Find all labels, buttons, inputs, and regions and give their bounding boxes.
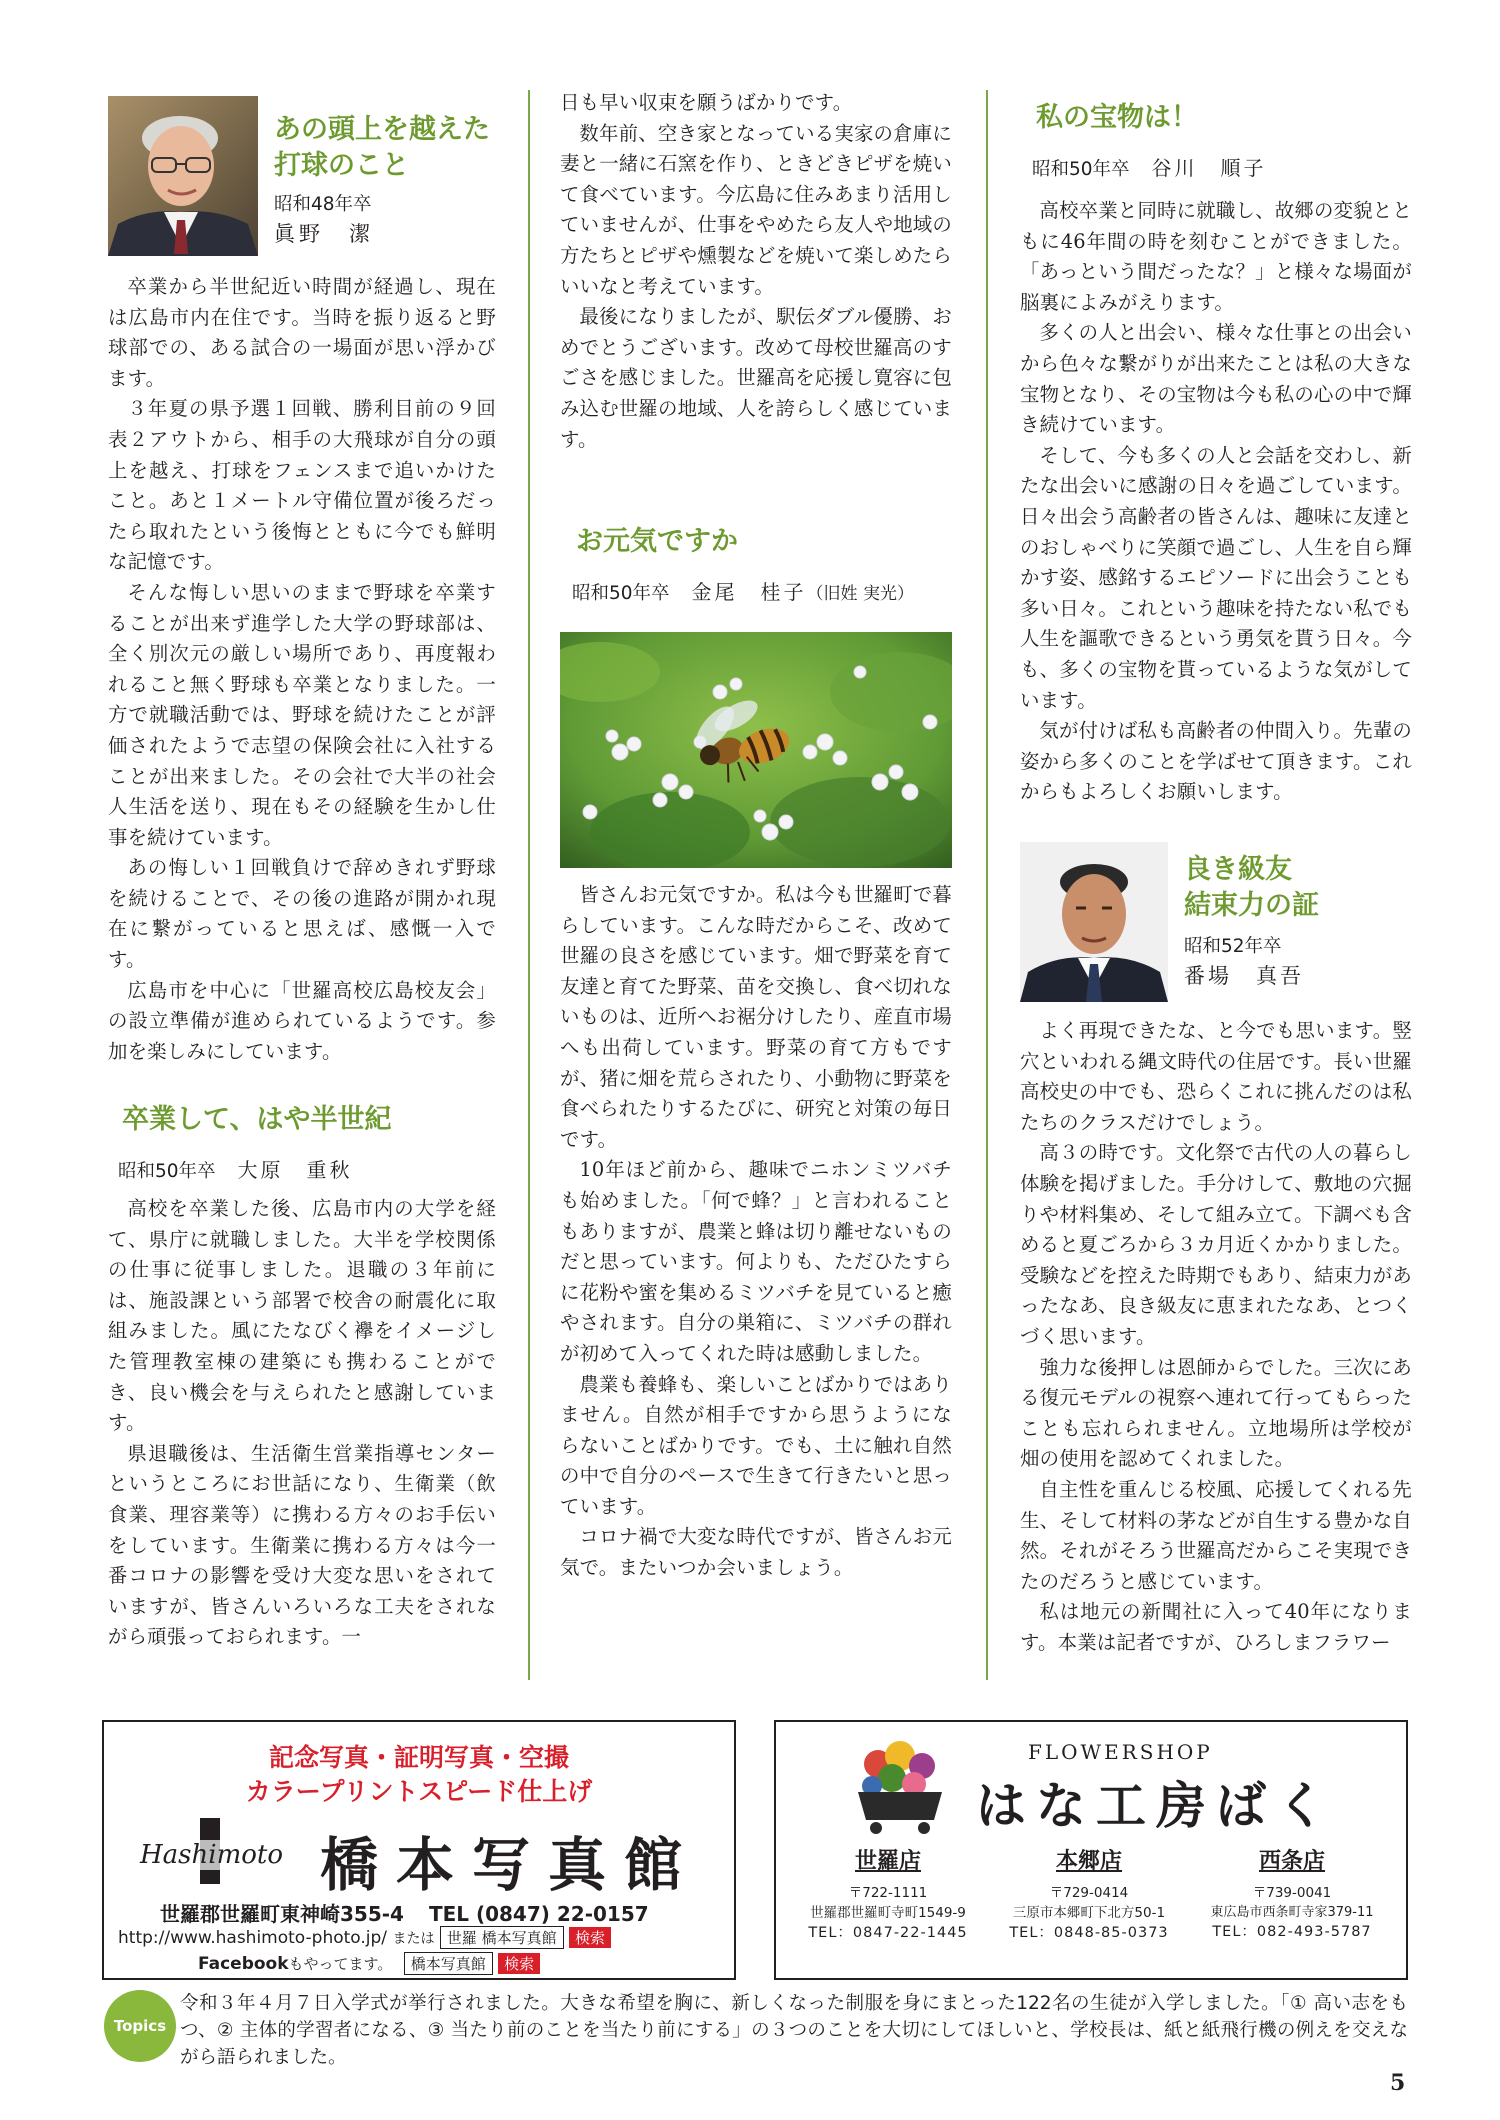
article-header-mano (274, 112, 504, 248)
article-continuation (560, 88, 952, 455)
article-header-tanigawa (1020, 100, 1412, 181)
paragraph: 私は地元の新聞社に入って40年になります。本業は記者ですが、ひろしまフラワー (1020, 1600, 1412, 1654)
store-address: 三原市本郷町下北方50-1 (1012, 1905, 1166, 1921)
article-title-line1: 良き級友 (1184, 854, 1292, 885)
store-name: 世羅店 (854, 1849, 921, 1874)
store-name: 西条店 (1258, 1849, 1325, 1874)
paragraph: 皆さんお元気ですか。私は今も世羅町で暮らしています。こんな時だからこそ、改めて世羅の良さを感じています。畑で野菜を育て友達と育てた野菜、苗を交換し、食べ切れないものは、近所へお裾分けしたり、産直市場へも出荷しています。野菜の育て方もですが、猪に畑を荒らされたり、小動物に野菜を食べられたりするたびに、研究と対策の毎日です。 (560, 883, 952, 1151)
topics-text: 令和３年４月７日入学式が挙行されました。大きな希望を胸に、新しくなった制服を身にまとった122名の生徒が入学しました。「① 高い志をもつ、② 主体的学習者になる、③ 当たり前のことを当たり前にする」の３つのことを大切にしてほしいと、学校長は、紙と紙飛行機の例えを交えながら語られました。 (180, 1993, 1408, 2068)
article-header-kanao (560, 524, 952, 605)
article-author: 眞野 潔 (274, 222, 374, 246)
paragraph: 気が付けば私も高齢者の仲間入り。先輩の姿から多くのことを学ばせて頂きます。これからもよろしくお願いします。 (1020, 719, 1412, 804)
page-number: 5 (1390, 2070, 1406, 2096)
ad-facebook: Facebook (198, 1954, 289, 1974)
ad-url-line (118, 1926, 611, 1949)
article-body-banba (1020, 1016, 1412, 1658)
portrait-mano (108, 96, 258, 256)
store-zip: 〒729-0414 (1049, 1885, 1129, 1901)
paragraph: 県退職後は、生活衛生営業指導センターというところにお世話になり、生衛業（飲食業、理容業等）に携わる方々のお手伝いをしています。生衛業に携わる方々は今一番コロナの影響を受け大変な思いをされていますが、皆さんいろいろな工夫をされながら頑張っておられます。一 (108, 1441, 496, 1649)
store-zip: 〒722-1111 (848, 1885, 928, 1901)
article-title: 卒業して、はや半世紀 (122, 1104, 392, 1135)
ad-search-button[interactable]: 検索 (569, 1927, 611, 1948)
flower-cart-icon (848, 1736, 958, 1836)
article-maiden-name: （旧姓 実光） (806, 584, 914, 604)
article-title: 私の宝物は！ (1036, 102, 1198, 133)
article-title-line2: 結束力の証 (1184, 890, 1319, 921)
ad-facebook-suffix: もやってます。 (288, 1955, 393, 1973)
store-tel: TEL：0847-22-1445 (808, 1925, 968, 1941)
flower-label: FLOWERSHOP (1028, 1740, 1213, 1764)
article-year: 昭和50年卒 (118, 1161, 216, 1182)
portrait-banba (1020, 842, 1168, 1002)
paragraph: そんな悔しい思いのままで野球を卒業することが出来ず進学した大学の野球部は、全く別次元の厳しい場所であり、再度報われること無く野球も卒業となりました。一方で就職活動では、野球を続けたことが評価されたようで志望の保険会社に入社することが出来ました。その会社で大半の社会人生活を送り、現在もその経験を生かし仕事を続けています。 (108, 580, 496, 849)
article-year: 昭和48年卒 (274, 194, 372, 215)
ad-url[interactable]: http://www.hashimoto-photo.jp/ (118, 1928, 388, 1948)
paragraph: 高３の時です。文化祭で古代の人の暮らし体験を掲げました。手分けして、敷地の穴掘りや材料集め、そして組み立て。下調べも含めると夏ごろから３カ月近くかかりました。受験などを控えた時期でもあり、結束力があったなあ、良き級友に恵まれたなあ、とつくづく思います。 (1020, 1141, 1412, 1348)
paragraph: 最後になりましたが、駅伝ダブル優勝、おめでとうございます。改めて母校世羅高のすごさを感じました。世羅高を応援し寛容に包み込む世羅の地域、人を誇らしく感じています。 (560, 305, 952, 451)
article-author: 大原 重秋 (237, 1158, 353, 1182)
ad-search-box[interactable]: 世羅 橋本写真館 (440, 1926, 564, 1949)
article-title: お元気ですか (576, 526, 738, 557)
article-title-line1: あの頭上を越えた (274, 114, 490, 145)
ad-address-line (160, 1898, 649, 1927)
article-title-line2: 打球のこと (274, 150, 409, 181)
ad-shop-name: 橋本写真館 (320, 1831, 701, 1899)
ad-search-button-2[interactable]: 検索 (498, 1953, 540, 1974)
article-year: 昭和50年卒 (572, 583, 670, 604)
article-year: 昭和50年卒 (1032, 159, 1130, 180)
article-header-ohara (108, 1102, 496, 1183)
article-author: 金尾 桂子 (691, 580, 807, 604)
store-address: 世羅郡世羅町寺町1549-9 (810, 1905, 966, 1921)
ad-address: 世羅郡世羅町東神崎355-4 (160, 1902, 404, 1926)
ad-or: または (392, 1931, 435, 1947)
topics-badge (104, 1990, 176, 2062)
hashimoto-logo (140, 1818, 320, 1888)
column-rule-right (986, 90, 988, 1680)
paragraph: 強力な後押しは恩師からでした。三次にある復元モデルの視察へ連れて行ってもらったことも忘れられません。立地場所は学校が畑の使用を認めてくれました。 (1020, 1355, 1412, 1471)
ad-facebook-line (198, 1952, 540, 1975)
article-byline (1032, 152, 1412, 181)
article-author: 番場 真吾 (1184, 964, 1304, 988)
store-tel: TEL：082-493-5787 (1212, 1924, 1372, 1940)
article-body-tanigawa (1020, 196, 1412, 808)
store-sera (790, 1844, 986, 1942)
store-list (790, 1844, 1392, 1942)
article-author: 谷川 順子 (1151, 156, 1267, 180)
article-byline (572, 576, 952, 605)
article-body-ohara (108, 1194, 496, 1653)
store-saijo (1192, 1844, 1392, 1942)
paragraph: コロナ禍で大変な時代ですが、皆さんお元気で。またいつか会いましょう。 (560, 1525, 952, 1580)
ad-search-box-2[interactable]: 橋本写真館 (404, 1952, 493, 1975)
flower-shop-name: はな工房ばく (976, 1776, 1336, 1835)
topics-badge-label: Topics (113, 2017, 167, 2035)
honeybee-photo (560, 632, 952, 868)
store-name: 本郷店 (1055, 1849, 1122, 1874)
article-header-banba (1184, 852, 1414, 990)
paragraph: 日も早い収束を願うばかりです。 (560, 91, 853, 114)
paragraph: ３年夏の県予選１回戦、勝利目前の９回表２アウトから、相手の大飛球が自分の頭上を越え、打球をフェンスまで追いかけたこと。あと１メートル守備位置が後ろだったら取れたという後悔とともに今でも鮮明な記憶です。 (108, 397, 496, 574)
paragraph: 広島市を中心に「世羅高校広島校友会」の設立準備が進められているようです。参加を楽しみにしています。 (108, 978, 496, 1063)
paragraph: 10年ほど前から、趣味でニホンミツバチも始めました。「何で蜂？」と言われることもありますが、農業と蜂は切り離せないものだと思っています。何よりも、ただひたすらに花粉や蜜を集めるミツバチを見ていると癒やされます。自分の巣箱に、ミツバチの群れが初めて入ってくれた時は感動しました。 (560, 1158, 952, 1365)
ad-flower-shop (774, 1720, 1408, 1980)
ad-tel: TEL (0847) 22-0157 (428, 1902, 649, 1926)
ad-hashimoto-photo (102, 1720, 736, 1980)
paragraph: 農業も養蜂も、楽しいことばかりではありません。自然が相手ですから思うようにならないことばかりです。でも、土に触れ自然の中で自分のペースで生きて行きたいと思っています。 (560, 1372, 952, 1518)
store-zip: 〒739-0041 (1252, 1885, 1332, 1901)
paragraph: そして、今も多くの人と会話を交わし、新たな出会いに感謝の日々を過ごしています。日々出会う高齢者の皆さんは、趣味に友達とのおしゃべりに笑顔で過ごし、人生を自ら輝かす姿、感銘するエピソードに出会うことも多い日々。これという趣味を持たない私でも人生を謳歌できるという勇気を貰う日々。今も、多くの宝物を貰っているような気がしています。 (1020, 443, 1412, 712)
article-year: 昭和52年卒 (1184, 936, 1282, 957)
paragraph: 多くの人と出会い、様々な仕事との出会いから色々な繋がりが出来たことは私の大きな宝物となり、その宝物は今も私の心の中で輝き続けています。 (1020, 321, 1412, 437)
paragraph: 高校を卒業した後、広島市内の大学を経て、県庁に就職しました。大半を学校関係の仕事に従事しました。退職の３年前には、施設課という部署で校舎の耐震化に取組みました。風にたなびく襷をイメージした管理教室棟の建築にも携わることができ、良い機会を与えられたと感謝しています。 (108, 1197, 496, 1435)
store-hongo (991, 1844, 1187, 1942)
paragraph: 卒業から半世紀近い時間が経過し、現在は広島市内在住です。当時を振り返ると野球部での、ある試合の一場面が思い浮かびます。 (108, 275, 496, 390)
paragraph: 数年前、空き家となっている実家の倉庫に妻と一緒に石窯を作り、ときどきピザを焼いて食べています。今広島に住みあまり活用していませんが、仕事をやめたら友人や地域の方たちとピザや燻製などを焼いて楽しめたらいいなと考えています。 (560, 121, 952, 298)
paragraph: 高校卒業と同時に就職し、故郷の変貌とともに46年間の時を刻むことができました。「あっという間だったな？」と様々な場面が脳裏によみがえります。 (1020, 199, 1412, 314)
store-tel: TEL：0848-85-0373 (1009, 1925, 1169, 1941)
logo-script: Hashimoto (140, 1840, 283, 1870)
article-body-mano (108, 272, 496, 1067)
paragraph: よく再現できたな、と今でも思います。竪穴といわれる縄文時代の住居です。長い世羅高校史の中でも、恐らくこれに挑んだのは私たちのクラスだけでしょう。 (1020, 1019, 1412, 1134)
ad-tagline-2: カラープリントスピード仕上げ (245, 1777, 593, 1806)
store-address: 東広島市西条町寺家379-11 (1210, 1905, 1374, 1920)
paragraph: 自主性を重んじる校風、応援してくれる先生、そして材料の茅などが自生する豊かな自然。それがそろう世羅高だからこそ実現できたのだろうと感じています。 (1020, 1477, 1412, 1593)
paragraph: あの悔しい１回戦負けで辞めきれず野球を続けることで、その後の進路が開かれ現在に繋がっていると思えば、感慨一入です。 (108, 856, 496, 972)
column-rule-left (528, 90, 530, 1680)
article-body-kanao (560, 880, 952, 1584)
article-byline (118, 1154, 496, 1183)
ad-tagline-1: 記念写真・証明写真・空撮 (268, 1743, 569, 1772)
